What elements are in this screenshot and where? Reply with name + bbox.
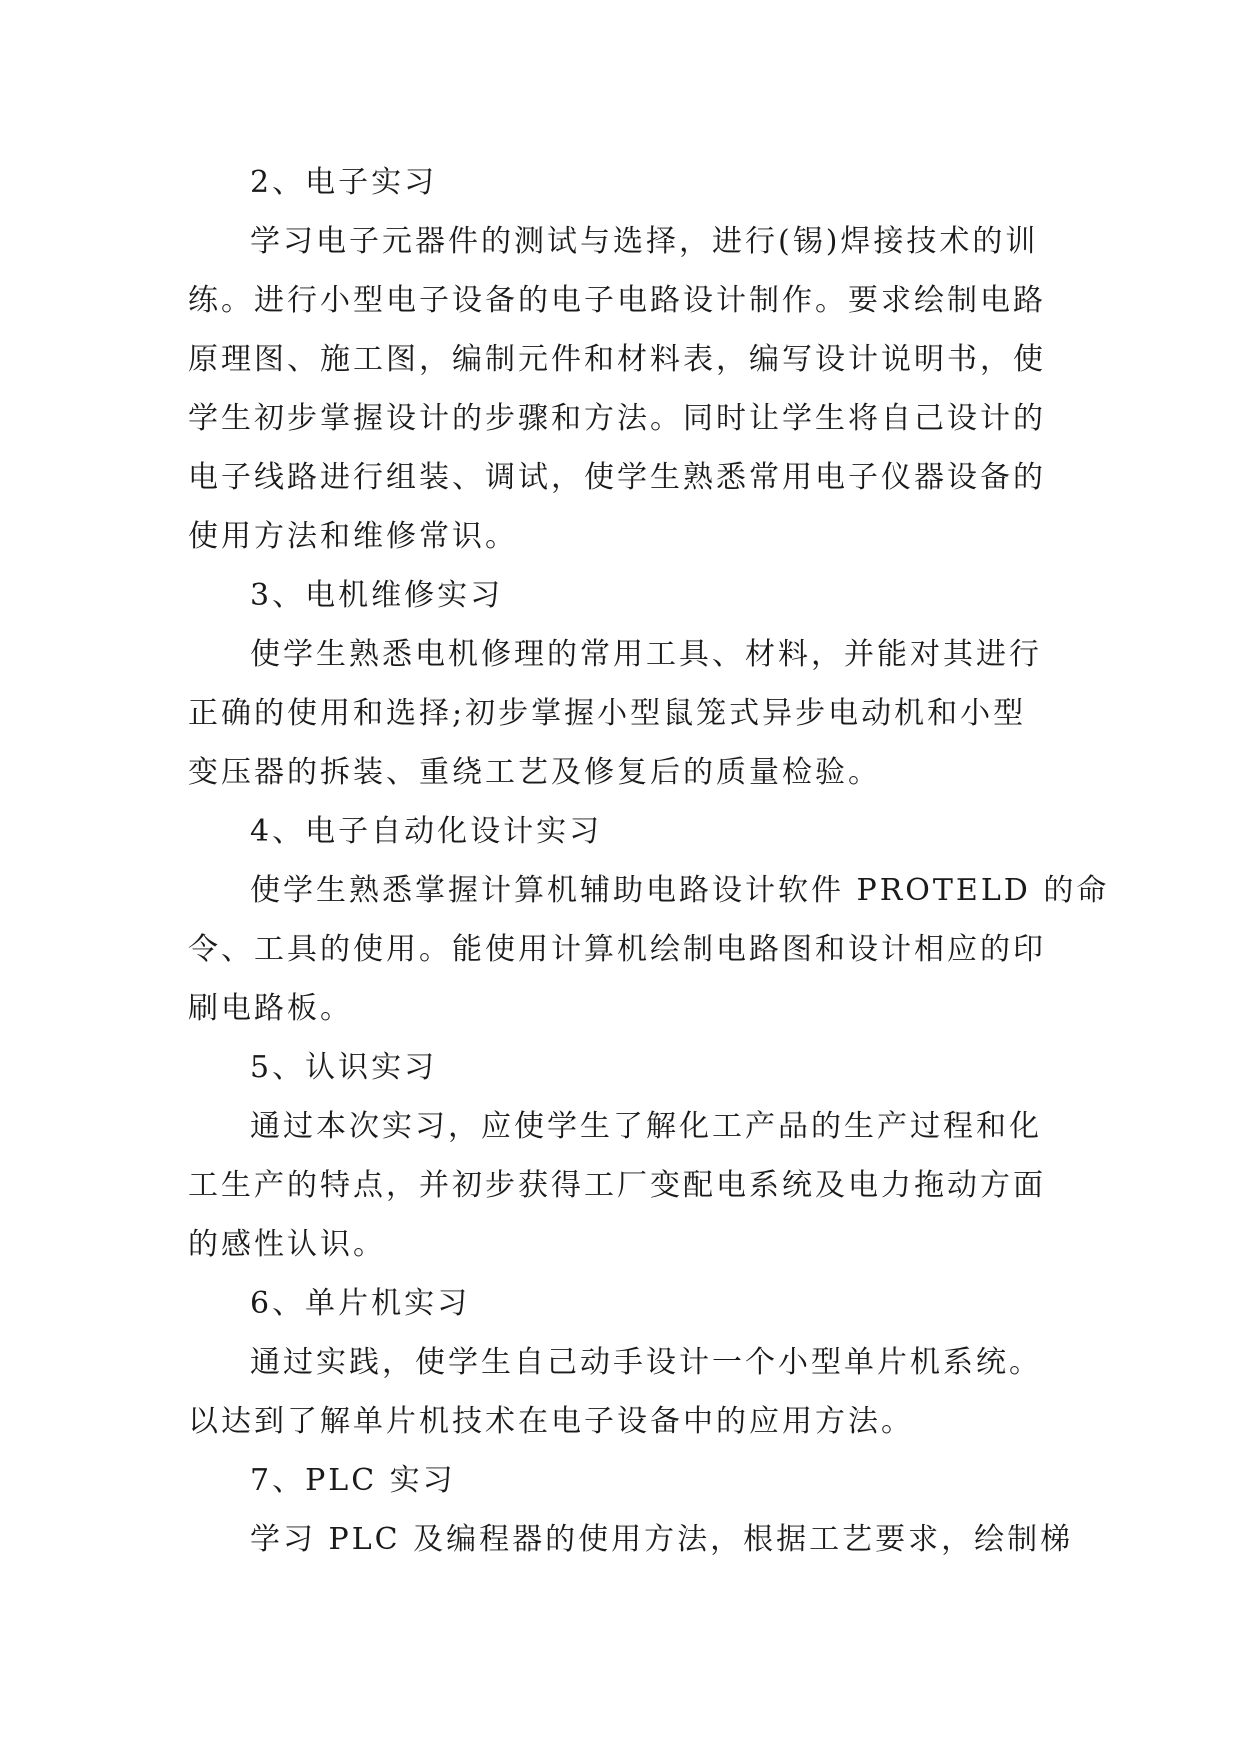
section-heading: 6、单片机实习 bbox=[250, 1286, 471, 1321]
section-heading: 7、PLC 实习 bbox=[250, 1463, 456, 1498]
document-body bbox=[188, 153, 1110, 1569]
paragraph-line: 使用方法和维修常识。 bbox=[188, 519, 518, 554]
paragraph-line: 的感性认识。 bbox=[188, 1227, 386, 1262]
paragraph-line: 变压器的拆装、重绕工艺及修复后的质量检验。 bbox=[188, 755, 881, 790]
paragraph-line: 学生初步掌握设计的步骤和方法。同时让学生将自己设计的 bbox=[188, 401, 1046, 436]
paragraph-line: 刷电路板。 bbox=[188, 991, 353, 1026]
paragraph-line: 使学生熟悉掌握计算机辅助电路设计软件 PROTELD 的命 bbox=[250, 873, 1110, 908]
paragraph-line: 以达到了解单片机技术在电子设备中的应用方法。 bbox=[188, 1404, 914, 1439]
section-heading: 5、认识实习 bbox=[250, 1050, 438, 1085]
paragraph-line: 通过本次实习，应使学生了解化工产品的生产过程和化 bbox=[250, 1109, 1042, 1144]
section-heading: 4、电子自动化设计实习 bbox=[250, 814, 603, 849]
paragraph-line: 工生产的特点，并初步获得工厂变配电系统及电力拖动方面 bbox=[188, 1168, 1046, 1203]
paragraph-line: 令、工具的使用。能使用计算机绘制电路图和设计相应的印 bbox=[188, 932, 1046, 967]
paragraph-line: 正确的使用和选择;初步掌握小型鼠笼式异步电动机和小型 bbox=[188, 696, 1027, 731]
section-heading: 2、电子实习 bbox=[250, 165, 438, 200]
paragraph-line: 原理图、施工图，编制元件和材料表，编写设计说明书，使 bbox=[188, 342, 1046, 377]
paragraph-line: 练。进行小型电子设备的电子电路设计制作。要求绘制电路 bbox=[188, 283, 1046, 318]
section-heading: 3、电机维修实习 bbox=[250, 578, 504, 613]
paragraph-line: 电子线路进行组装、调试，使学生熟悉常用电子仪器设备的 bbox=[188, 460, 1046, 495]
paragraph-line: 通过实践，使学生自己动手设计一个小型单片机系统。 bbox=[250, 1345, 1042, 1380]
paragraph-line: 使学生熟悉电机修理的常用工具、材料，并能对其进行 bbox=[250, 637, 1042, 672]
paragraph-line: 学习电子元器件的测试与选择，进行(锡)焊接技术的训 bbox=[250, 224, 1039, 259]
paragraph-line: 学习 PLC 及编程器的使用方法，根据工艺要求，绘制梯 bbox=[250, 1522, 1074, 1557]
